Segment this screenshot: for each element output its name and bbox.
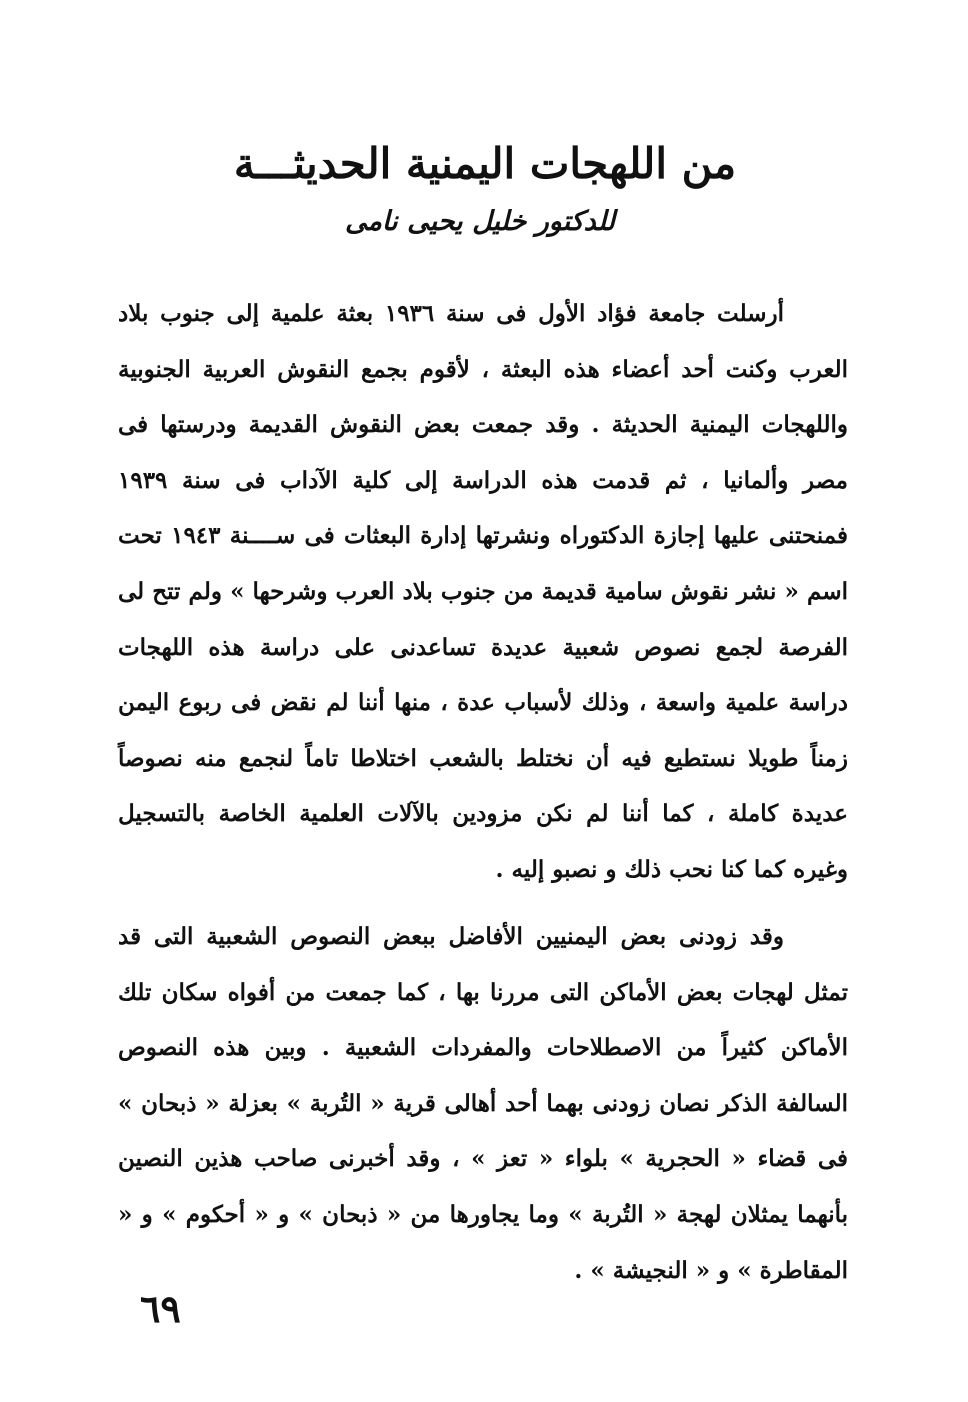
page-number: ٦٩ xyxy=(140,1286,181,1331)
article-title: من اللهجات اليمنية الحديثـــة xyxy=(233,139,737,189)
paragraph-1: أرسلت جامعة فؤاد الأول فى سنة ١٩٣٦ بعثة علمية إلى جنوب بلاد العرب وكنت أحد أعضاء هذه البعثة ، لأقوم بجمع النقوش العربية الجنوبية واللهجات اليمنية الحديثة . وقد جمعت بعض النقوش القديمة ودرستها فى مصر وألمانيا ، ثم قدمت هذه الدراسة إلى كلية الآداب فى سنة ١٩٣٩ فمنحتنى عليها إجازة الدكتوراه ونشرتها إدارة البعثات فى ســــنة ١٩٤٣ تحت اسم « نشر نقوش سامية قديمة من جنوب بلاد العرب وشرحها » ولم تتح لى الفرصة لجمع نصوص شعبية عديدة تساعدنى على دراسة هذه اللهجات دراسة علمية واسعة ، وذلك لأسباب عدة ، منها أننا لم نقض فى ربوع اليمن زمناً طويلا نستطيع فيه أن نختلط بالشعب اختلاطا تاماً لنجمع منه نصوصاً عديدة كاملة ، كما أننا لم نكن مزودين بالآلات العلمية الخاصة بالتسجيل وغيره كما كنا نحب ذلك و نصبو إليه . xyxy=(118,300,849,883)
author-byline: للدكتور خليل يحيى نامى xyxy=(344,206,616,237)
paragraph-2: وقد زودنى بعض اليمنيين الأفاضل ببعض النصوص الشعبية التى قد تمثل لهجات بعض الأماكن التى مررنا بها ، كما جمعت من أفواه سكان تلك الأماكن كثيراً من الاصطلاحات والمفردات الشعبية . وبين هذه النصوص السالفة الذكر نصان زودنى بهما أحد أهالى قرية « التُربة » بعزلة « ذبحان » فى قضاء « الحجرية » بلواء « تعز » ، وقد أخبرنى صاحب هذين النصين بأنهما يمثلان لهجة « التُربة » وما يجاورها من « ذبحان » و « أحكوم » و « المقاطرة » و « النجيشة » . xyxy=(118,923,848,1284)
